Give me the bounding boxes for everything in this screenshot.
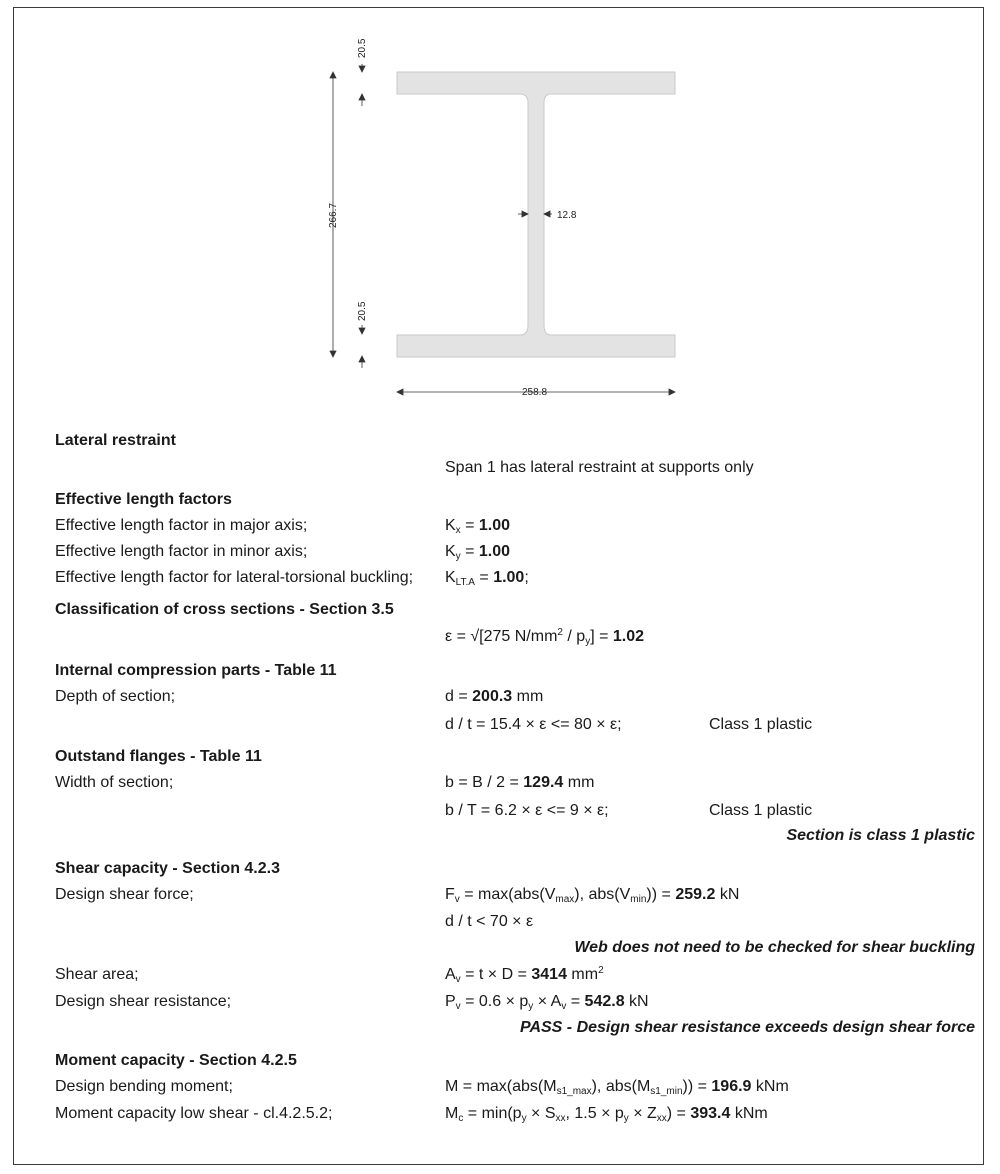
value-klt: $K_{LT.A} = 1.00$;	[445, 569, 529, 588]
ratio-d-t: d / t = 15.4 × ε <= 80 × ε;	[445, 716, 622, 733]
i-section-shape	[397, 72, 675, 357]
dim-depth: 266.7	[328, 202, 339, 228]
heading-shear-capacity: Shear capacity - Section 4.2.3	[55, 860, 280, 877]
value-width: b = B / 2 = 129.4 mm	[445, 774, 595, 791]
heading-effective-length: Effective length factors	[55, 491, 232, 508]
i-section-figure	[0, 0, 1000, 410]
label-design-moment: Design bending moment;	[55, 1078, 233, 1095]
arrow-icon	[330, 351, 336, 357]
arrow-icon	[359, 356, 365, 362]
label-width: Width of section;	[55, 774, 174, 791]
heading-internal-compression: Internal compression parts - Table 11	[55, 662, 337, 679]
label-depth: Depth of section;	[55, 688, 176, 705]
value-moment-capacity: $M_c = \min(p_y \times S_{xx}$, $1.5 \times p_y \times Z_{xx}) = 393.4$ kNm	[445, 1105, 768, 1124]
arrow-icon	[397, 389, 403, 395]
arrow-icon	[359, 328, 365, 334]
label-kx: Effective length factor in major axis;	[55, 517, 308, 534]
label-shear-force: Design shear force;	[55, 886, 194, 903]
label-ky: Effective length factor in minor axis;	[55, 543, 308, 560]
lateral-restraint-text: Span 1 has lateral restraint at supports only	[445, 459, 754, 476]
arrow-icon	[669, 389, 675, 395]
value-depth: d = 200.3 mm	[445, 688, 544, 705]
dim-flange-bottom: 20.5	[357, 301, 368, 321]
label-shear-resistance: Design shear resistance;	[55, 993, 232, 1010]
value-shear-force: $F_v = \max(abs(V_{max})$, $abs(V_{min})) = 259.2$ kN	[445, 886, 740, 905]
heading-lateral-restraint: Lateral restraint	[55, 432, 176, 449]
label-klt: Effective length factor for lateral-torsional buckling;	[55, 569, 414, 586]
label-shear-area: Shear area;	[55, 966, 139, 983]
class-flange: Class 1 plastic	[709, 802, 813, 819]
heading-outstand-flanges: Outstand flanges - Table 11	[55, 748, 262, 765]
note-shear-buckling: Web does not need to be checked for shear buckling	[574, 939, 975, 956]
dim-flange-top: 20.5	[357, 38, 368, 58]
heading-moment-capacity: Moment capacity - Section 4.2.5	[55, 1052, 297, 1069]
value-ky: $K_y = 1.00$	[445, 543, 511, 562]
arrow-icon	[330, 72, 336, 78]
value-design-moment: $M = \max(abs(M_{s1\_max})$, $abs(M_{s1\_min})) = 196.9$ kNm	[445, 1078, 789, 1097]
dim-width: 258.8	[522, 387, 548, 398]
value-kx: $K_x = 1.00$	[445, 517, 511, 536]
class-web: Class 1 plastic	[709, 716, 813, 733]
pass-shear: PASS - Design shear resistance exceeds design shear force	[519, 1019, 975, 1036]
value-epsilon: ε = √[275 $N/mm^2 / p_y] = 1.02$	[445, 627, 645, 647]
ratio-b-t: b / T = 6.2 × ε <= 9 × ε;	[445, 802, 609, 819]
arrow-icon	[359, 94, 365, 100]
dim-web: 12.8	[557, 210, 577, 221]
arrow-icon	[359, 66, 365, 72]
arrow-icon	[522, 211, 528, 217]
conclusion-class: Section is class 1 plastic	[786, 827, 975, 844]
check-shear-buckling: d / t < 70 × ε	[445, 913, 534, 930]
label-moment-capacity: Moment capacity low shear - cl.4.2.5.2;	[55, 1105, 333, 1122]
heading-classification: Classification of cross sections - Section 3.5	[55, 601, 394, 618]
value-shear-area: $A_v = t \times D = 3414$ $mm^2$	[445, 965, 604, 985]
value-shear-resistance: $P_v = 0.6 \times p_y \times A_v = 542.8$ kN	[445, 993, 649, 1012]
